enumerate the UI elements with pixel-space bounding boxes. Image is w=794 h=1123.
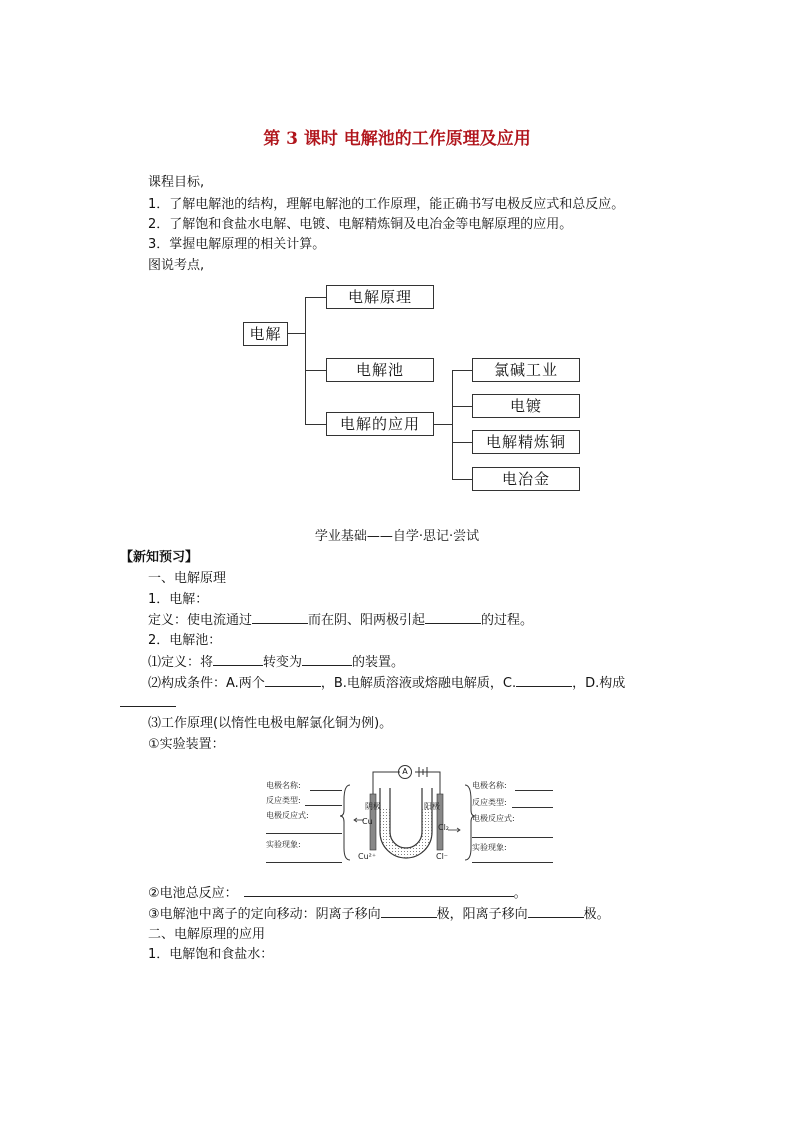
blank bbox=[266, 862, 342, 863]
connector bbox=[287, 333, 305, 334]
connector bbox=[452, 370, 453, 479]
connector bbox=[452, 406, 472, 407]
connector bbox=[452, 442, 472, 443]
blank bbox=[512, 807, 553, 808]
right-electrode-name: 电极名称: bbox=[472, 781, 507, 790]
right-reaction-type: 反应类型: bbox=[472, 798, 507, 807]
preview-label: 【新知预习】 bbox=[120, 550, 199, 565]
left-phenomenon: 实验现象: bbox=[266, 840, 301, 849]
connector bbox=[452, 370, 472, 371]
cu-label: Cu bbox=[362, 817, 373, 826]
anode-label: 阳极 bbox=[424, 802, 440, 811]
total-reaction-line: ②电池总反应： 。 bbox=[148, 883, 527, 904]
connector bbox=[433, 424, 452, 425]
map-level1-principle: 电解原理 bbox=[326, 285, 434, 309]
blank bbox=[213, 652, 263, 666]
page-title: 第 3 课时 电解池的工作原理及应用 bbox=[263, 129, 531, 149]
left-electrode-equation: 电极反应式: bbox=[266, 811, 309, 820]
map-level2-chlor-alkali: 氯碱工业 bbox=[472, 358, 580, 382]
condition-line: ⑵构成条件：A.两个 ，B.电解质溶液或熔融电解质，C. ，D.构成 bbox=[148, 673, 625, 694]
cathode-label: 阴极 bbox=[365, 802, 381, 811]
blank bbox=[244, 883, 514, 897]
item2: 2．电解池： bbox=[148, 633, 222, 648]
connector bbox=[305, 424, 326, 425]
figure-heading: 图说考点, bbox=[148, 258, 205, 273]
principle-line: ⑶工作原理(以惰性电极电解氯化铜为例)。 bbox=[148, 716, 393, 731]
map-level1-application: 电解的应用 bbox=[326, 412, 434, 436]
connector bbox=[305, 297, 306, 424]
map-level1-cell: 电解池 bbox=[326, 358, 434, 382]
blank bbox=[472, 837, 553, 838]
objective-3: 3．掌握电解原理的相关计算。 bbox=[148, 237, 326, 252]
cu-ion-label: Cu²⁺ bbox=[358, 852, 377, 861]
blank bbox=[120, 706, 176, 707]
objective-1: 1．了解电解池的结构，理解电解池的工作原理，能正确书写电极反应式和总反应。 bbox=[148, 197, 625, 212]
left-electrode-name: 电极名称: bbox=[266, 781, 301, 790]
connector bbox=[305, 370, 326, 371]
apparatus-line: ①实验装置： bbox=[148, 737, 225, 752]
definition-line: 定义：使电流通过 而在阴、阳两极引起 的过程。 bbox=[148, 610, 533, 631]
ammeter-icon: A bbox=[398, 765, 412, 779]
map-root: 电解 bbox=[243, 322, 288, 346]
objective-2: 2．了解饱和食盐水电解、电镀、电解精炼铜及电冶金等电解原理的应用。 bbox=[148, 217, 573, 232]
connector bbox=[305, 297, 326, 298]
blank bbox=[305, 805, 342, 806]
section-heading: 学业基础——自学·思记·尝试 bbox=[314, 529, 480, 544]
cl2-label: Cl₂ bbox=[438, 823, 450, 832]
item3: 1．电解饱和食盐水： bbox=[148, 947, 274, 962]
ion-movement-line: ③电解池中离子的定向移动：阴离子移向 极，阳离子移向 极。 bbox=[148, 904, 610, 925]
item1: 1．电解： bbox=[148, 592, 209, 607]
part1-heading: 一、电解原理 bbox=[148, 571, 227, 586]
objectives-heading: 课程目标, bbox=[148, 175, 205, 190]
blank bbox=[425, 610, 481, 624]
blank bbox=[515, 790, 553, 791]
map-level2-refining: 电解精炼铜 bbox=[472, 430, 580, 454]
blank bbox=[310, 790, 342, 791]
map-level2-plating: 电镀 bbox=[472, 394, 580, 418]
right-electrode-equation: 电极反应式: bbox=[472, 814, 515, 823]
blank bbox=[472, 862, 553, 863]
part2-heading: 二、电解原理的应用 bbox=[148, 927, 266, 942]
blank bbox=[528, 904, 584, 918]
blank bbox=[252, 610, 308, 624]
blank bbox=[265, 673, 321, 687]
right-phenomenon: 实验现象: bbox=[472, 843, 507, 852]
blank bbox=[266, 833, 342, 834]
blank bbox=[516, 673, 572, 687]
def2-line: ⑴定义：将 转变为 的装置。 bbox=[148, 652, 404, 673]
cl-ion-label: Cl⁻ bbox=[436, 852, 449, 861]
left-reaction-type: 反应类型: bbox=[266, 796, 301, 805]
blank bbox=[381, 904, 437, 918]
blank bbox=[302, 652, 352, 666]
connector bbox=[452, 479, 472, 480]
map-level2-metallurgy: 电冶金 bbox=[472, 467, 580, 491]
